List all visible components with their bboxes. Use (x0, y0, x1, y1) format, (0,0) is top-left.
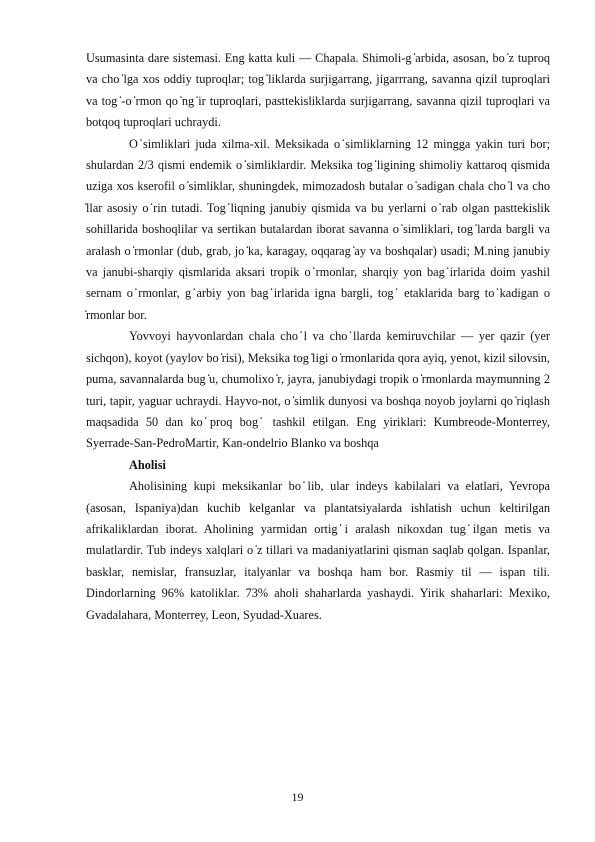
paragraph-population: Aholisining kupi meksikanlar bo ̒lib, ular indeys kabilalari va elatlari, Yevropa (asosan, Ispaniya)dan kuchib kelganlar va plantatsiyalarda ishlatish uchun keltirilgan afrikaliklardan iborat. Aholining yarmidan ortig ̒i aralash nikoxdan tug ̒ilgan metis va mulatlardir. Tub indeys xalqlari o ̒z tillari va madaniyatlarini qisman saqlab qolgan. Ispanlar, basklar, nemislar, fransuzlar, italyanlar va boshqa ham bor. Rasmiy til — ispan tili. Dindorlarning 96% katoliklar. 73% aholi shaharlarda yashaydi. Yirik shaharlari: Mexiko, Gvadalahara, Monterrey, Leon, Syudad-Xuares. (86, 479, 550, 622)
paragraph-flora: O ̒simliklari juda xilma-xil. Meksikada o ̒simliklarning 12 mingga yakin turi bor; shulardan 2/3 qismi endemik o ̒simliklardir. Meksika tog ̒ligining shimoliy kattaroq qismida uziga xos kserofil o ̒simliklar, shuningdek, mimozadosh butalar o ̒sadigan chala cho ̒l va cho ̒llar asosiy o ̒rin tutadi. Tog ̒liqning janubiy qismida va bu yerlarni o ̒rab olgan pasttekislik sohillarida boshoqlilar va sertikan butalardan iborat savanna o ̒simliklari, tog ̒larda bargli va aralash o ̒rmonlar (dub, grab, jo ̒ka, karagay, oqqarag ̒ay va boshqalar) usadi; M.ning janubiy va janubi-sharqiy qismlarida aksari tropik o ̒rmonlar, sharqiy yon bag ̒irlarida doim yashil sernam o ̒rmonlar, g ̒arbiy yon bag ̒irlarida igna bargli, tog ̒ etaklarida barg to ̒kadigan o ̒rmonlar bor. (86, 136, 550, 322)
paragraph-soils: Usumasinta dare sistemasi. Eng katta kuli — Chapala. Shimoli-g ̒arbida, asosan, bo ̒z tuproq va cho ̒lga xos oddiy tuproqlar; tog ̒liklarda surjigarrang, jigarrrang, savanna qizil tuproqlari va tog ̒-o ̒rmon qo ̒ng ̒ir tuproqlari, pasttekisliklarda surjigarrang, savanna qizil tuproqlari va botqoq tuproqlari uchraydi. (86, 51, 550, 130)
page-number: 19 (291, 790, 304, 804)
section-heading-population: Aholisi (129, 457, 166, 472)
body-text (86, 48, 550, 626)
paragraph-fauna: Yovvoyi hayvonlardan chala cho ̒l va cho ̒llarda kemiruvchilar — yer qazir (yer sichqon), koyot (yaylov bo ̒risi), Meksika tog ̒ligi o ̒rmonlarida qora ayiq, yenot, kizil silovsin, puma, savannalarda bug ̒u, chumolixo ̒r, jayra, janubiydagi tropik o ̒rmonlarda maymunning 2 turi, tapir, yaguar uchraydi. Hayvo-not, o ̒simlik dunyosi va boshqa noyob joylarni qo ̒riqlash maqsadida 50 dan ko ̒proq bog ̒ tashkil etilgan. Eng yiriklari: Kumbreode-Monterrey, Syerrade-San-PedroMartir, Kan-ondelrio Blanko va boshqa (86, 329, 550, 451)
